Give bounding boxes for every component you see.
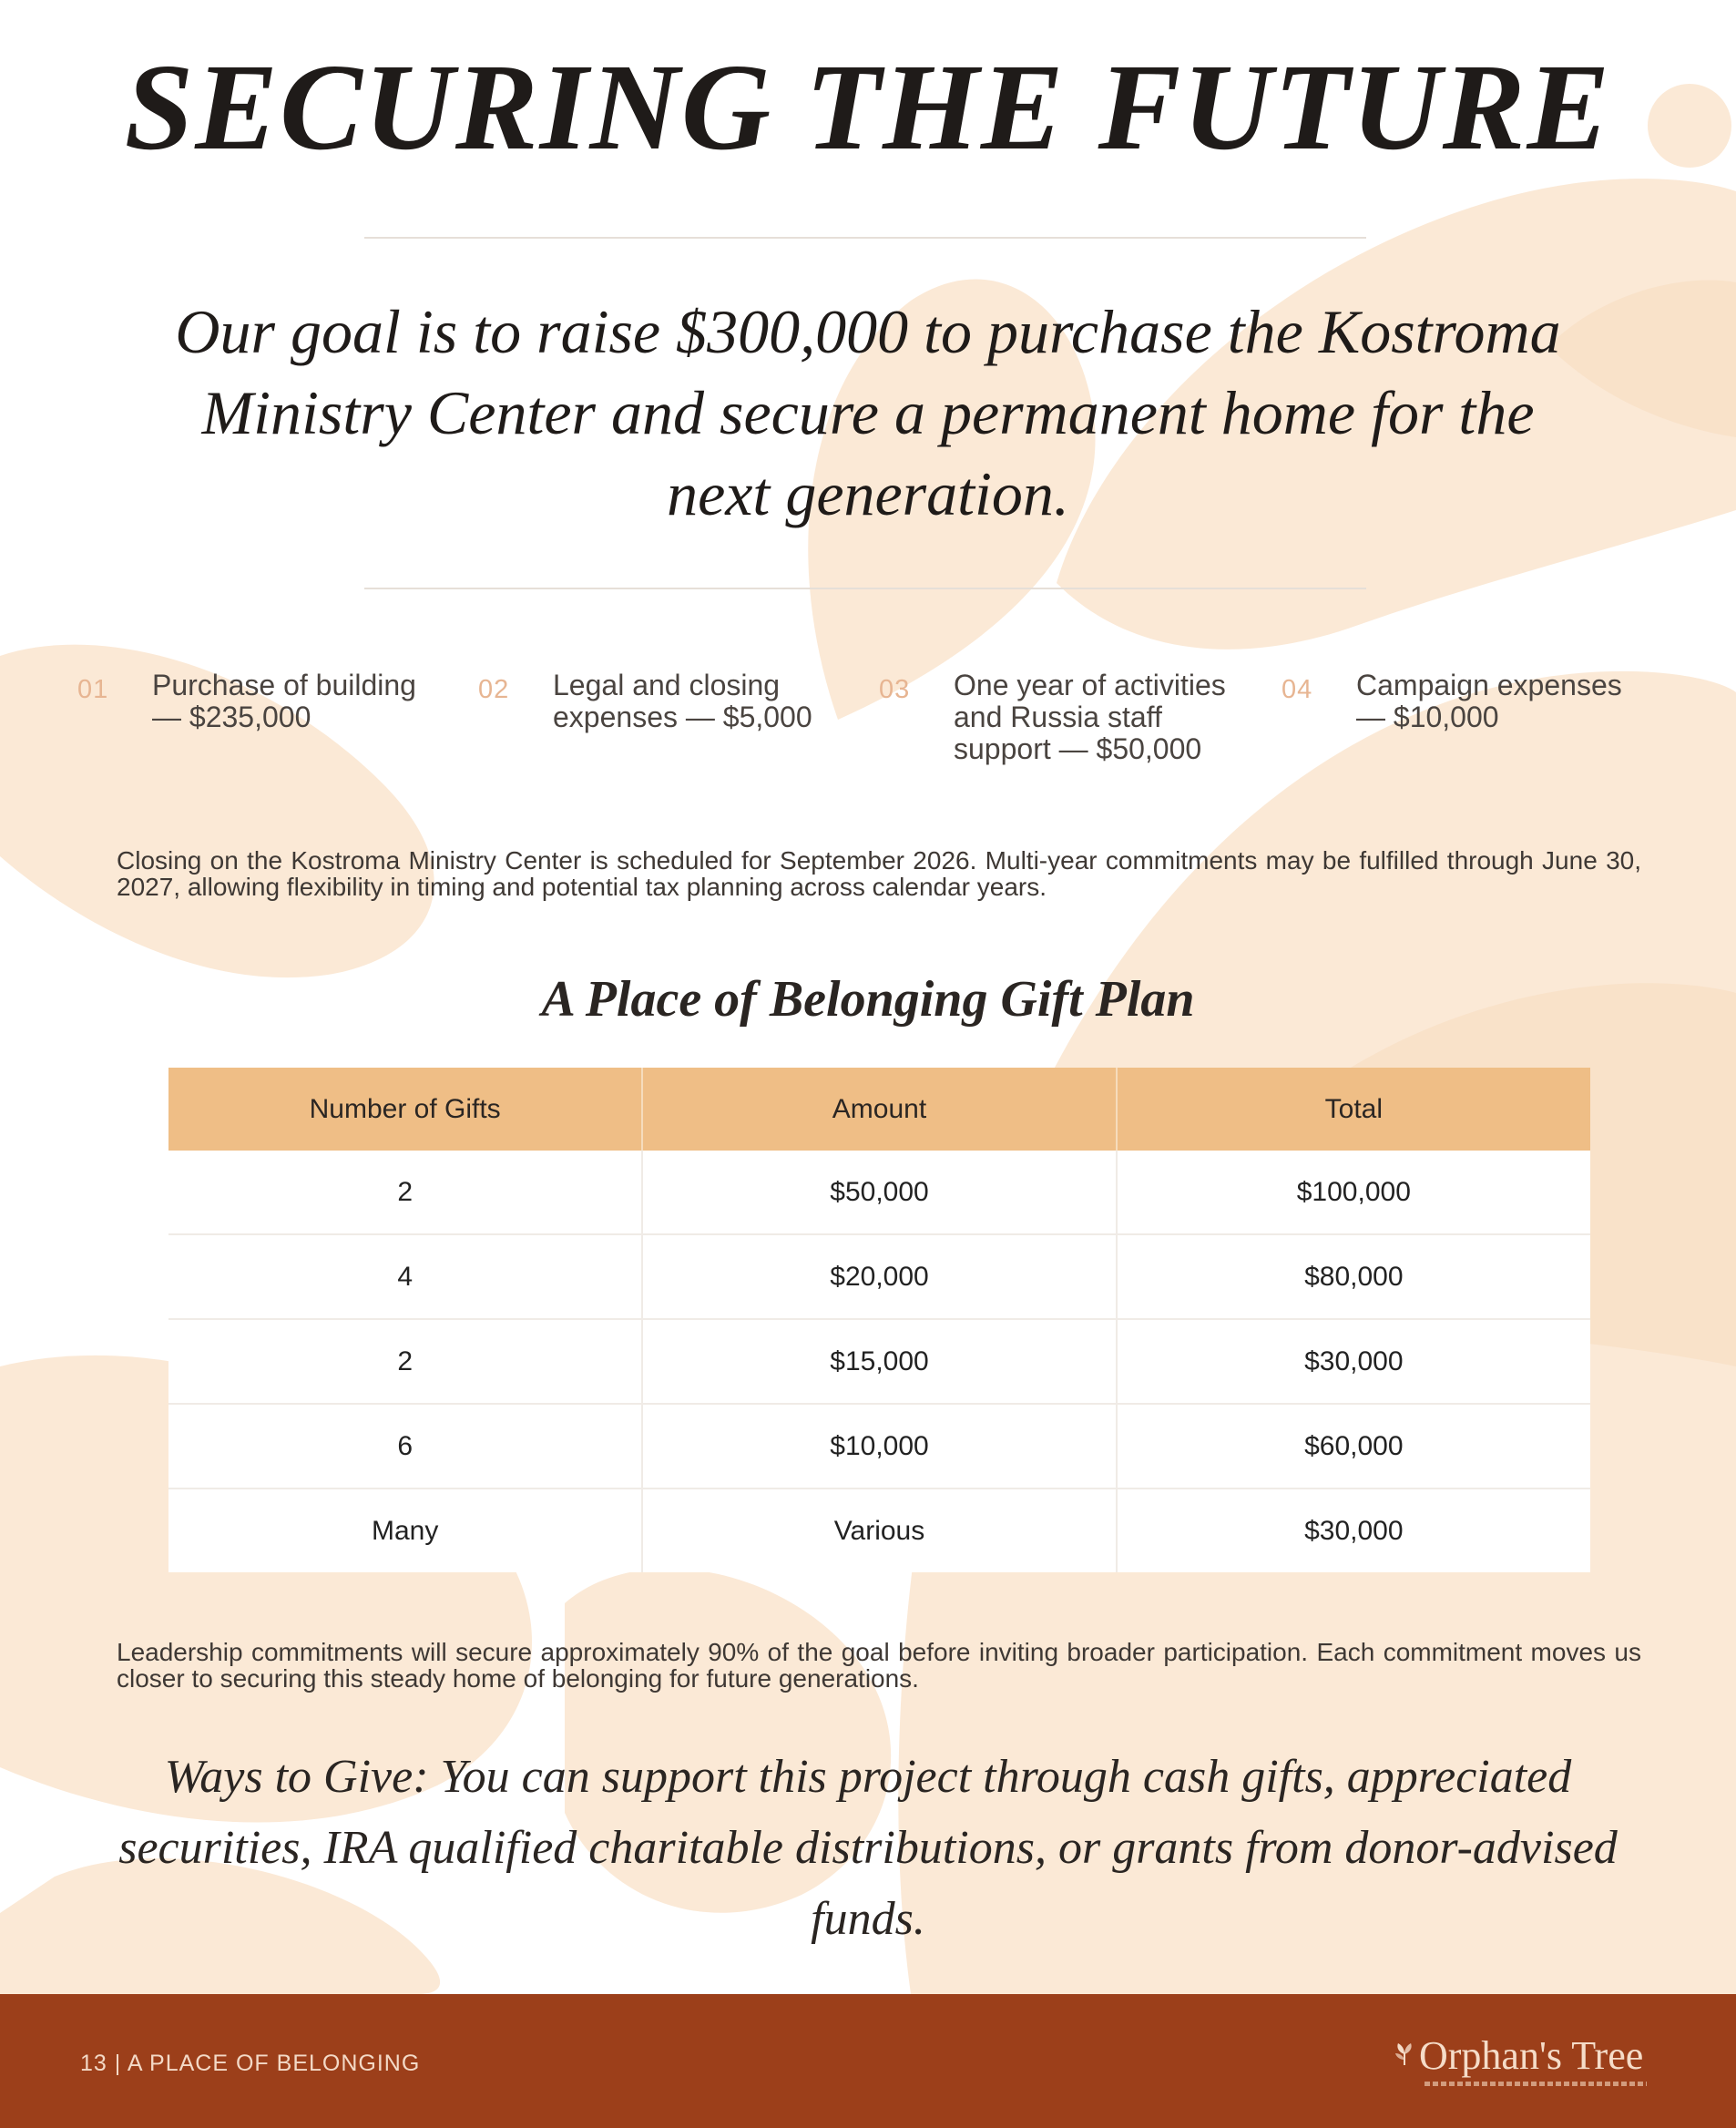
- cell-total: $100,000: [1117, 1151, 1590, 1234]
- table-row: [168, 1151, 1590, 1234]
- table-row: [168, 1319, 1590, 1404]
- cell-number-of-gifts: 6: [168, 1404, 642, 1489]
- cell-number-of-gifts: 4: [168, 1234, 642, 1319]
- cell-total: $80,000: [1117, 1234, 1590, 1319]
- budget-item-text: Purchase of building — $235,000: [152, 669, 416, 733]
- budget-item-text: Campaign expenses — $10,000: [1356, 669, 1622, 733]
- column-header-amount: Amount: [642, 1068, 1116, 1151]
- logo-tagline-decoration: [1425, 2082, 1647, 2086]
- footer-page-label: 13 | A PLACE OF BELONGING: [80, 2051, 421, 2076]
- cell-amount: Various: [642, 1489, 1116, 1572]
- budget-item-text: One year of activities and Russia staff support — $50,000: [954, 669, 1226, 765]
- divider-bottom: [364, 588, 1366, 589]
- budget-item-text: Legal and closing expenses — $5,000: [553, 669, 812, 733]
- budget-item-number: 01: [77, 675, 109, 704]
- table-row: [168, 1234, 1590, 1319]
- cell-number-of-gifts: 2: [168, 1319, 642, 1404]
- leadership-note: Leadership commitments will secure approximately 90% of the goal before inviting broader participation. Each commitment moves us closer to securing this steady home of belonging for future generations.: [117, 1638, 1641, 1693]
- budget-item-number: 04: [1282, 675, 1313, 704]
- cell-total: $60,000: [1117, 1404, 1590, 1489]
- logo-wordmark: Orphan's Tree: [1419, 2033, 1644, 2078]
- gift-plan-table: [168, 1068, 1590, 1572]
- divider-top: [364, 237, 1366, 239]
- closing-note: Closing on the Kostroma Ministry Center is scheduled for September 2026. Multi-year commitments may be fulfilled through June 30, 2027, allowing flexibility in timing and potential tax planning across calendar years.: [117, 846, 1641, 901]
- goal-statement: Our goal is to raise $300,000 to purchase the Kostroma Ministry Center and secure a permanent home for the next generation.: [175, 297, 1561, 528]
- orphans-tree-logo: [1384, 2029, 1658, 2102]
- table-row: [168, 1489, 1590, 1572]
- cell-total: $30,000: [1117, 1489, 1590, 1572]
- cell-amount: $20,000: [642, 1234, 1116, 1319]
- budget-breakdown: [77, 670, 1662, 806]
- ways-to-give: Ways to Give: You can support this project through cash gifts, appreciated securities, IRA qualified charitable distributions, or grants from donor-advised funds.: [118, 1751, 1618, 1945]
- column-header-total: Total: [1117, 1068, 1590, 1151]
- column-header-number-of-gifts: Number of Gifts: [168, 1068, 642, 1151]
- cell-number-of-gifts: 2: [397, 1176, 413, 1207]
- cell-total: $30,000: [1117, 1319, 1590, 1404]
- budget-item-number: 03: [879, 675, 911, 704]
- table-header-row: [168, 1068, 1590, 1151]
- tree-leaf-icon: [1392, 2041, 1417, 2067]
- cell-amount: $50,000: [642, 1151, 1116, 1234]
- cell-amount: $15,000: [642, 1319, 1116, 1404]
- footer-bar: [0, 1994, 1736, 2128]
- budget-item-number: 02: [478, 675, 510, 704]
- page-title: SECURING THE FUTURE: [124, 39, 1612, 176]
- gift-plan-title: A Place of Belonging Gift Plan: [541, 971, 1195, 1028]
- table-row: [168, 1404, 1590, 1489]
- cell-amount: $10,000: [642, 1404, 1116, 1489]
- cell-number-of-gifts: Many: [168, 1489, 642, 1572]
